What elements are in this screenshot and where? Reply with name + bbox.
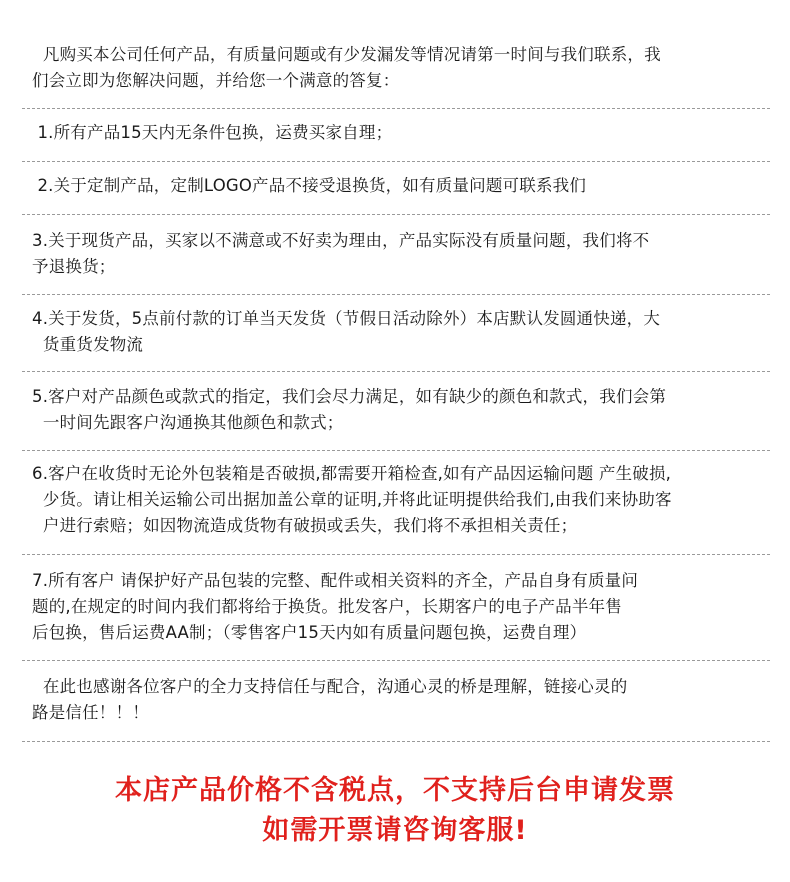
dashed-divider <box>22 554 770 555</box>
policy-line: 4.关于发货，5点前付款的订单当天发货（节假日活动除外）本店默认发圆通快递，大 <box>32 309 661 328</box>
dashed-divider <box>22 294 770 295</box>
thanks-line: 路是信任！！！ <box>32 703 149 722</box>
policy-item-4 <box>32 306 767 358</box>
policy-line: 少货。请让相关运输公司出据加盖公章的证明,并将此证明提供给我们,由我们来协助客 <box>32 490 672 509</box>
policy-line: 7.所有客户 请保护好产品包装的完整、配件或相关资料的齐全，产品自身有质量问 <box>32 571 639 590</box>
policy-line: 2.关于定制产品，定制LOGO产品不接受退换货，如有质量问题可联系我们 <box>32 176 587 195</box>
intro-line: 们会立即为您解决问题，并给您一个满意的答复： <box>32 71 400 90</box>
dashed-divider <box>22 161 770 162</box>
policy-item-1 <box>32 120 767 146</box>
intro-line: 凡购买本公司任何产品，有质量问题或有少发漏发等情况请第一时间与我们联系，我 <box>32 45 661 64</box>
invoice-notice-line-2: 如需开票请咨询客服! <box>262 815 528 846</box>
policy-line: 货重货发物流 <box>32 335 144 354</box>
policy-item-2 <box>32 173 767 199</box>
policy-line: 题的,在规定的时间内我们都将给于换货。批发客户，长期客户的电子产品半年售 <box>32 597 622 616</box>
policy-line: 一时间先跟客户沟通换其他颜色和款式； <box>32 413 344 432</box>
thanks-paragraph <box>32 674 767 726</box>
dashed-divider <box>22 371 770 372</box>
dashed-divider <box>22 741 770 742</box>
policy-line: 后包换，售后运费AA制；（零售客户15天内如有质量问题包换，运费自理） <box>32 623 587 642</box>
thanks-line: 在此也感谢各位客户的全力支持信任与配合，沟通心灵的桥是理解，链接心灵的 <box>32 677 628 696</box>
intro-paragraph <box>32 42 767 94</box>
policy-item-6 <box>32 461 767 539</box>
policy-line: 3.关于现货产品，买家以不满意或不好卖为理由，产品实际没有质量问题，我们将不 <box>32 231 650 250</box>
dashed-divider <box>22 108 770 109</box>
dashed-divider <box>22 214 770 215</box>
policy-item-3 <box>32 228 767 280</box>
policy-item-5 <box>32 384 767 436</box>
policy-line: 5.客户对产品颜色或款式的指定，我们会尽力满足，如有缺少的颜色和款式，我们会第 <box>32 387 667 406</box>
policy-line: 户进行索赔；如因物流造成货物有破损或丢失，我们将不承担相关责任； <box>32 516 578 535</box>
invoice-notice-line-1: 本店产品价格不含税点，不支持后台申请发票 <box>115 775 675 806</box>
policy-line: 6.客户在收货时无论外包装箱是否破损,都需要开箱检查,如有产品因运输问题 产生破损, <box>32 464 672 483</box>
policy-item-7 <box>32 568 767 646</box>
dashed-divider <box>22 660 770 661</box>
dashed-divider <box>22 450 770 451</box>
policy-line: 予退换货； <box>32 257 116 276</box>
policy-line: 1.所有产品15天内无条件包换，运费买家自理； <box>32 123 393 142</box>
